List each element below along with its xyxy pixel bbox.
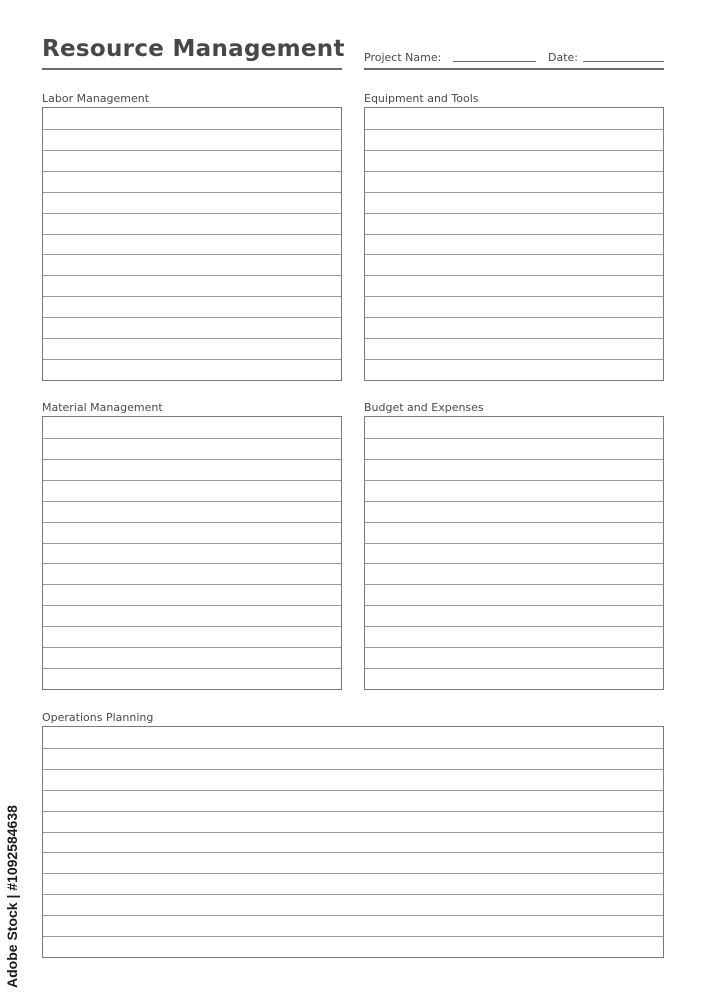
- ruled-line: [43, 480, 341, 481]
- ruled-line: [365, 317, 663, 318]
- section-label-equipment: Equipment and Tools: [364, 92, 479, 105]
- ruled-line: [43, 234, 341, 235]
- ruled-line: [43, 338, 341, 339]
- ruled-line: [43, 873, 663, 874]
- ruled-line: [365, 171, 663, 172]
- ruled-line: [365, 584, 663, 585]
- ruled-line: [43, 129, 341, 130]
- ruled-line: [365, 234, 663, 235]
- project-name-field[interactable]: [453, 61, 536, 62]
- ruled-line: [365, 438, 663, 439]
- date-label: Date:: [548, 51, 578, 64]
- ruled-line: [365, 359, 663, 360]
- ruled-line: [365, 459, 663, 460]
- material-lines[interactable]: [42, 416, 342, 690]
- ruled-line: [43, 317, 341, 318]
- ruled-line: [43, 275, 341, 276]
- ruled-line: [43, 832, 663, 833]
- ruled-line: [365, 522, 663, 523]
- ruled-line: [43, 359, 341, 360]
- equipment-lines[interactable]: [364, 107, 664, 381]
- ruled-line: [365, 338, 663, 339]
- ruled-line: [43, 543, 341, 544]
- ruled-line: [365, 605, 663, 606]
- ruled-line: [365, 129, 663, 130]
- ruled-line: [43, 605, 341, 606]
- ruled-line: [365, 213, 663, 214]
- ruled-line: [43, 936, 663, 937]
- ruled-line: [43, 501, 341, 502]
- ruled-line: [43, 192, 341, 193]
- ruled-line: [365, 647, 663, 648]
- project-name-label: Project Name:: [364, 51, 442, 64]
- section-label-material: Material Management: [42, 401, 163, 414]
- operations-lines[interactable]: [42, 726, 664, 958]
- ruled-line: [365, 296, 663, 297]
- title-underline: [42, 68, 342, 70]
- ruled-line: [43, 171, 341, 172]
- ruled-line: [43, 626, 341, 627]
- ruled-line: [43, 915, 663, 916]
- ruled-line: [43, 647, 341, 648]
- ruled-line: [43, 254, 341, 255]
- ruled-line: [43, 790, 663, 791]
- ruled-line: [43, 438, 341, 439]
- ruled-line: [365, 563, 663, 564]
- ruled-line: [365, 192, 663, 193]
- ruled-line: [43, 894, 663, 895]
- stock-id-watermark: Adobe Stock | #1092584638: [4, 805, 20, 988]
- budget-lines[interactable]: [364, 416, 664, 690]
- ruled-line: [43, 563, 341, 564]
- ruled-line: [43, 584, 341, 585]
- ruled-line: [365, 543, 663, 544]
- ruled-line: [43, 748, 663, 749]
- section-label-operations: Operations Planning: [42, 711, 154, 724]
- ruled-line: [43, 459, 341, 460]
- ruled-line: [365, 626, 663, 627]
- section-label-budget: Budget and Expenses: [364, 401, 484, 414]
- ruled-line: [43, 522, 341, 523]
- ruled-line: [43, 811, 663, 812]
- ruled-line: [365, 501, 663, 502]
- ruled-line: [365, 275, 663, 276]
- ruled-line: [43, 296, 341, 297]
- date-field[interactable]: [583, 61, 664, 62]
- ruled-line: [43, 213, 341, 214]
- section-label-labor: Labor Management: [42, 92, 150, 105]
- ruled-line: [43, 668, 341, 669]
- ruled-line: [365, 480, 663, 481]
- page-title: Resource Management: [42, 36, 345, 62]
- ruled-line: [365, 150, 663, 151]
- ruled-line: [365, 668, 663, 669]
- ruled-line: [43, 769, 663, 770]
- header-underline: [364, 68, 664, 70]
- ruled-line: [43, 150, 341, 151]
- labor-lines[interactable]: [42, 107, 342, 381]
- ruled-line: [365, 254, 663, 255]
- ruled-line: [43, 852, 663, 853]
